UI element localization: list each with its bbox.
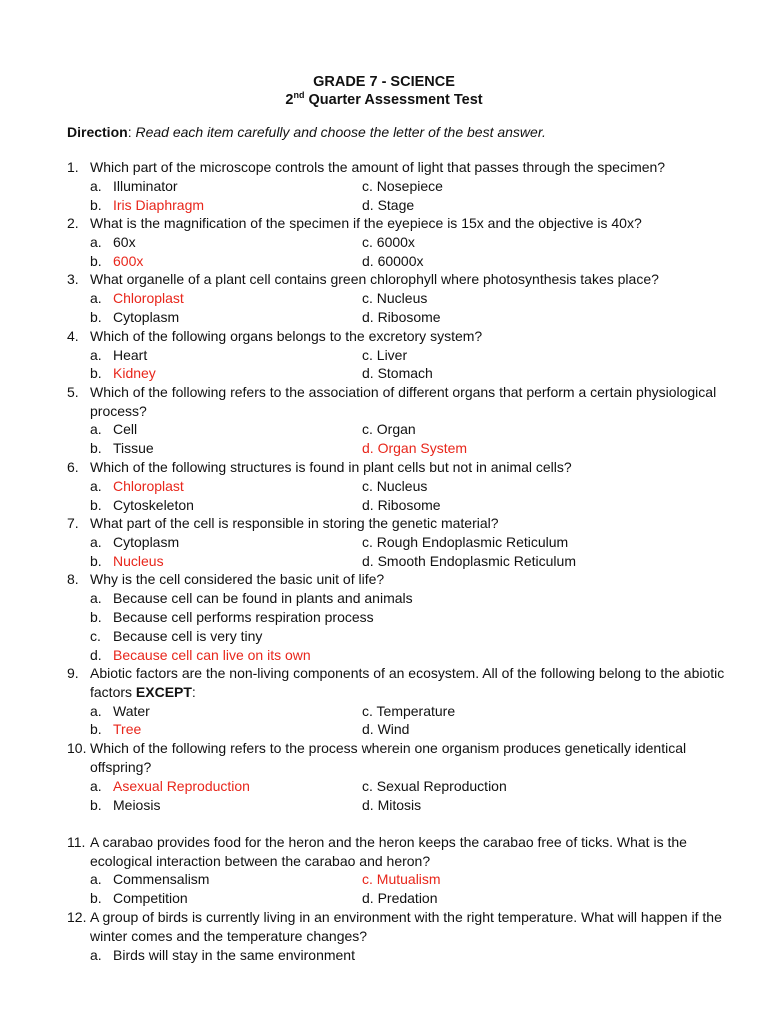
correct-answer: Asexual Reproduction (113, 778, 250, 794)
correct-answer: c. Mutualism (362, 871, 441, 887)
correct-answer: Iris Diaphragm (113, 197, 205, 213)
correct-answer: Because cell can live on its own (113, 647, 311, 663)
page-subtitle: 2nd Quarter Assessment Test (285, 90, 483, 108)
correct-answer: 600x (113, 253, 144, 269)
correct-answer: Kidney (113, 365, 156, 381)
direction-line: Direction: Read each item carefully and choose the letter of the best answer. (67, 124, 546, 140)
direction-label: Direction (67, 124, 128, 140)
correct-answer: Nucleus (113, 553, 164, 569)
correct-answer: Chloroplast (113, 478, 184, 494)
correct-answer: Tree (113, 721, 142, 737)
except-emphasis: EXCEPT (135, 684, 192, 700)
worksheet-page: GRADE 7 - SCIENCE 2nd Quarter Assessment Test Direction: Read each item carefully and choose the letter of the best answer. 1. Which part of the microscope controls the amount of light that passes through the specimen? a. Illuminator c. Nosepiece b. Iris Diaphragm d. Stage 2. What is the magnification of the specimen if the eyepiece is 15x and the objective is 40x? a. 60x c. 6000x b. 600x d. 60000x 3. What organelle of a plant cell contains green chlorophyll where photosynthesis takes place? a. Chloroplast c. Nucleus b. Cytoplasm d. Ribosome 4. Which of the following organs belongs to the excretory system? a. Heart c. Liver b. Kidney d. Stomach 5. Which of the following refers to the association of different organs that perform a certain physiological process? a. Cell c. Organ b. Tissue d. Organ System 6. Which of the following structures is found in plant cells but not in animal cells? a. Chloroplast c. Nucleus b. Cytoskeleton d. Ribosome 7. What part of the cell is responsible in storing the genetic material? a. Cytoplasm c. Rough Endoplasmic Reticulum b. Nucleus d. Smooth Endoplasmic Reticulum 8. Why is the cell considered the basic unit of life? a. Because cell can be found in plants and animals b. Because cell performs respiration process c. Because cell is very tiny d. Because cell can live on its own 9. Abiotic factors are the non-living components of an ecosystem. All of the following belong to the abiotic factors EXCEPT: a. Water c. Temperature b. Tree d. Wind 10. Which of the following refers to the process wherein one organism produces genetically identical offspring? a. Asexual Reproduction c. Sexual Reproduction b. Meiosis d. Mitosis 11. A carabao provides food for the heron and the heron keeps the carabao free of ticks. What is the ecological interaction between the carabao and heron? a. Commensalism c. Mutualism b. Competition d. Predation 12. A group of birds is currently living in an environment with the right temperature. What will happen if the winter comes and the temperature changes? a. Birds will stay in the same environment (0, 0, 768, 1024)
correct-answer: Chloroplast (113, 290, 184, 306)
direction-text: Read each item carefully and choose the letter of the best answer. (135, 124, 546, 140)
page-title: GRADE 7 - SCIENCE (313, 74, 455, 90)
correct-answer: d. Organ System (362, 440, 468, 456)
